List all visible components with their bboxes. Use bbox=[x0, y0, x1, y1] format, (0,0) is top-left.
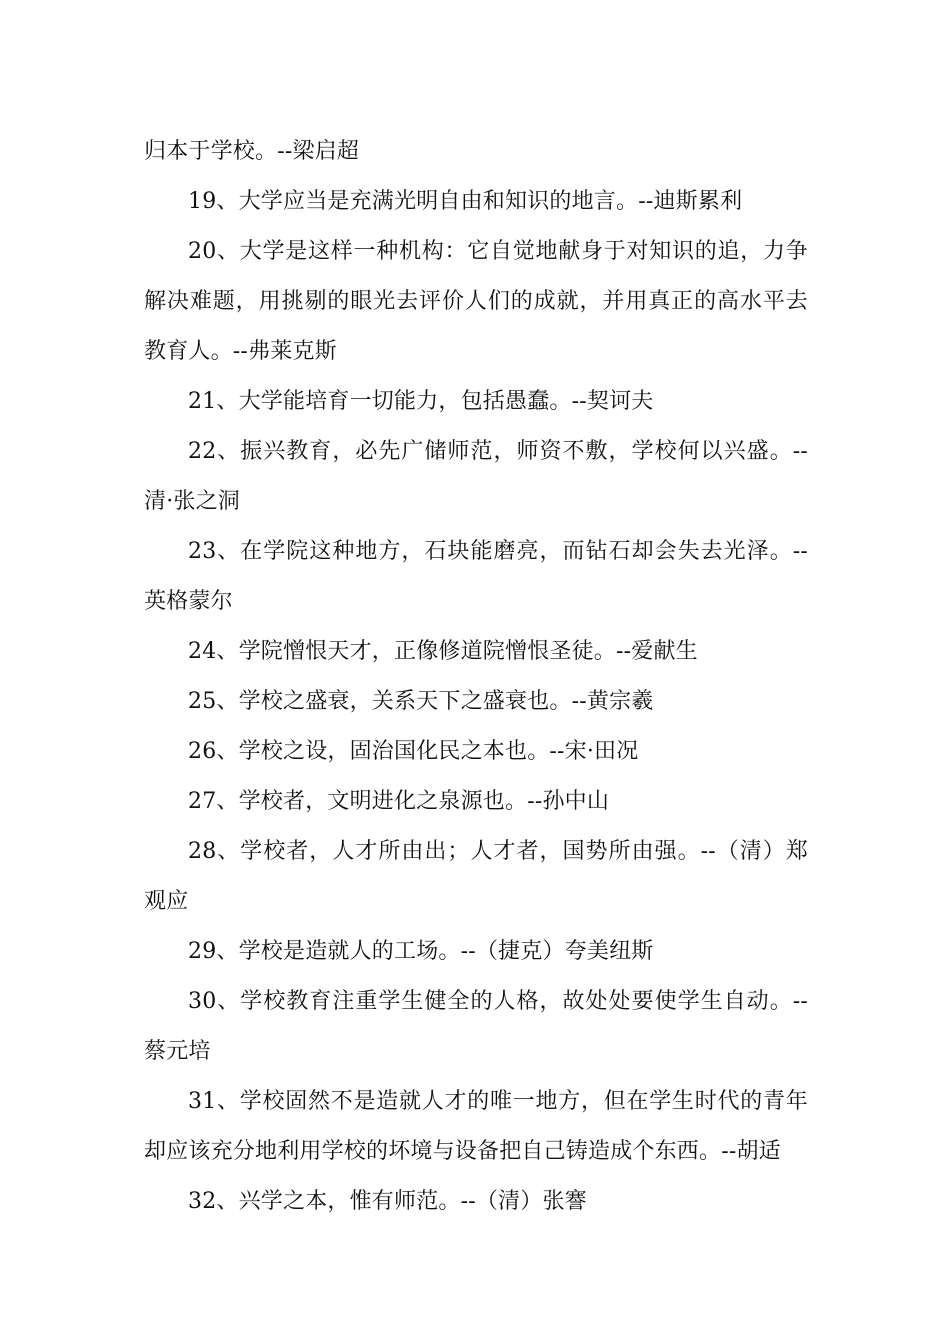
quote-paragraph: 28、学校者，人才所由出；人才者，国势所由强。--（清）郑观应 bbox=[144, 839, 808, 914]
quote-paragraph: 25、学校之盛衰，关系天下之盛衰也。--黄宗羲 bbox=[188, 689, 654, 714]
quote-paragraph: 32、兴学之本，惟有师范。--（清）张謇 bbox=[188, 1189, 587, 1214]
quote-paragraph: 19、大学应当是充满光明自由和知识的地言。--迪斯累利 bbox=[188, 189, 743, 214]
quote-paragraph: 20、大学是这样一种机构：它自觉地献身于对知识的追，力争解决难题，用挑剔的眼光去评价人们的成就，并用真正的高水平去教育人。--弗莱克斯 bbox=[144, 239, 808, 364]
quote-paragraph: 29、学校是造就人的工场。--（捷克）夸美纽斯 bbox=[188, 939, 654, 964]
quote-paragraph: 21、大学能培育一切能力，包括愚蠢。--契诃夫 bbox=[188, 389, 654, 414]
quote-paragraph: 24、学院憎恨天才，正像修道院憎恨圣徒。--爱献生 bbox=[188, 639, 698, 664]
quote-paragraph: 30、学校教育注重学生健全的人格，故处处要使学生自动。--蔡元培 bbox=[144, 989, 808, 1064]
quote-list bbox=[144, 127, 808, 1227]
quote-paragraph: 22、振兴教育，必先广储师范，师资不敷，学校何以兴盛。--清·张之洞 bbox=[144, 439, 808, 514]
quote-paragraph: 27、学校者，文明进化之泉源也。--孙中山 bbox=[188, 789, 610, 814]
quote-paragraph: 23、在学院这种地方，石块能磨亮，而钻石却会失去光泽。--英格蒙尔 bbox=[144, 539, 808, 614]
quote-paragraph: 归本于学校。--梁启超 bbox=[144, 139, 360, 164]
quote-paragraph: 31、学校固然不是造就人才的唯一地方，但在学生时代的青年却应该充分地利用学校的坏境与设备把自己铸造成个东西。--胡适 bbox=[144, 1089, 808, 1164]
quote-paragraph: 26、学校之设，固治国化民之本也。--宋·田况 bbox=[188, 739, 639, 764]
